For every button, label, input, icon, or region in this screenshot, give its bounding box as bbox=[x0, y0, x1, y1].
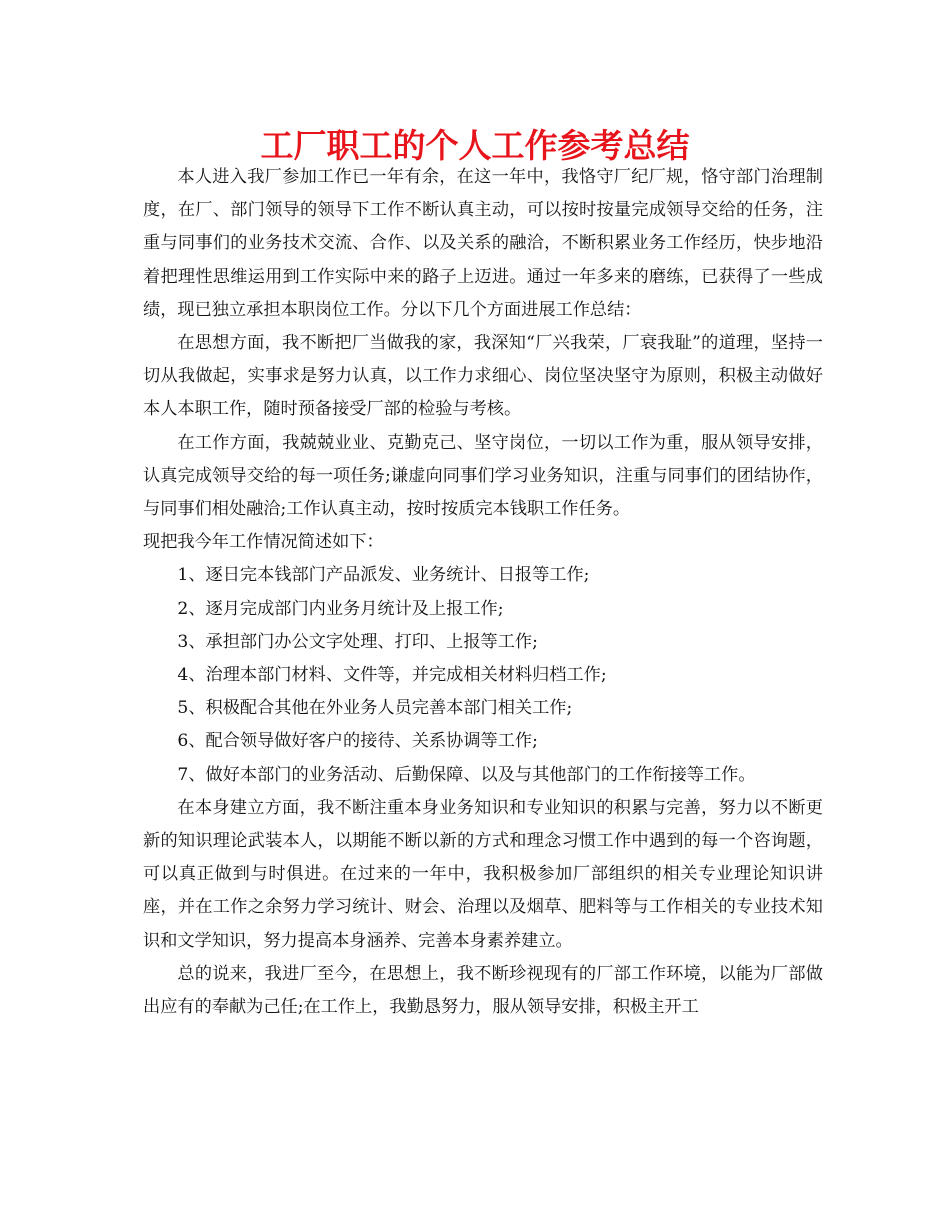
list-item: 3、承担部门办公文字处理、打印、上报等工作; bbox=[177, 631, 538, 652]
paragraph-work: 在工作方面，我兢兢业业、克勤克己、坚守岗位，一切以工作为重，服从领导安排，认真完成领导交给的每一项任务;谦虚向同事们学习业务知识，注重与同事们的团结协作，与同事们相处融洽;工作认真主动，按时按质完本钱职工作任务。 bbox=[143, 432, 823, 520]
list-item: 1、逐日完本钱部门产品派发、业务统计、日报等工作; bbox=[177, 565, 590, 586]
paragraph-summary: 总的说来，我进厂至今，在思想上，我不断珍视现有的厂部工作环境，以能为厂部做出应有的奉献为己任;在工作上，我勤恳努力，服从领导安排，积极主开工 bbox=[143, 963, 823, 1018]
paragraph-self-development: 在本身建立方面，我不断注重本身业务知识和专业知识的积累与完善，努力以不断更新的知识理论武装本人，以期能不断以新的方式和理念习惯工作中遇到的每一个咨询题，可以真正做到与时俱进。在过来的一年中，我积极参加厂部组织的相关专业理论知识讲座，并在工作之余努力学习统计、财会、治理以及烟草、肥料等与工作相关的专业技术知识和文学知识，努力提高本身涵养、完善本身素养建立。 bbox=[143, 797, 823, 951]
paragraph-thought: 在思想方面，我不断把厂当做我的家，我深知“厂兴我荣，厂衰我耻”的道理，坚持一切从我做起，实事求是努力认真，以工作力求细心、岗位坚决坚守为原则，积极主动做好本人本职工作，随时预备接受厂部的检验与考核。 bbox=[143, 333, 823, 420]
list-item: 6、配合领导做好客户的接待、关系协调等工作; bbox=[177, 731, 538, 752]
document-title: 工厂职工的个人工作参考总结 bbox=[260, 126, 690, 165]
list-item: 7、做好本部门的业务活动、后勤保障、以及与其他部门的工作衔接等工作。 bbox=[177, 764, 756, 785]
list-item: 5、积极配合其他在外业务人员完善本部门相关工作; bbox=[177, 698, 573, 719]
list-item: 4、治理本部门材料、文件等，并完成相关材料归档工作; bbox=[177, 665, 607, 686]
list-item: 2、逐月完成部门内业务月统计及上报工作; bbox=[177, 598, 504, 619]
paragraph-list-lead: 现把我今年工作情况简述如下： bbox=[143, 532, 384, 553]
document-body bbox=[143, 161, 823, 1024]
paragraph-intro: 本人进入我厂参加工作已一年有余，在这一年中，我恪守厂纪厂规，恪守部门治理制度，在厂、部门领导的领导下工作不断认真主动，可以按时按量完成领导交给的任务，注重与同事们的业务技术交流、合作、以及关系的融洽，不断积累业务工作经历，快步地沿着把理性思维运用到工作实际中来的路子上迈进。通过一年多来的磨练，已获得了一些成绩，现已独立承担本职岗位工作。分以下几个方面进展工作总结： bbox=[143, 167, 823, 320]
